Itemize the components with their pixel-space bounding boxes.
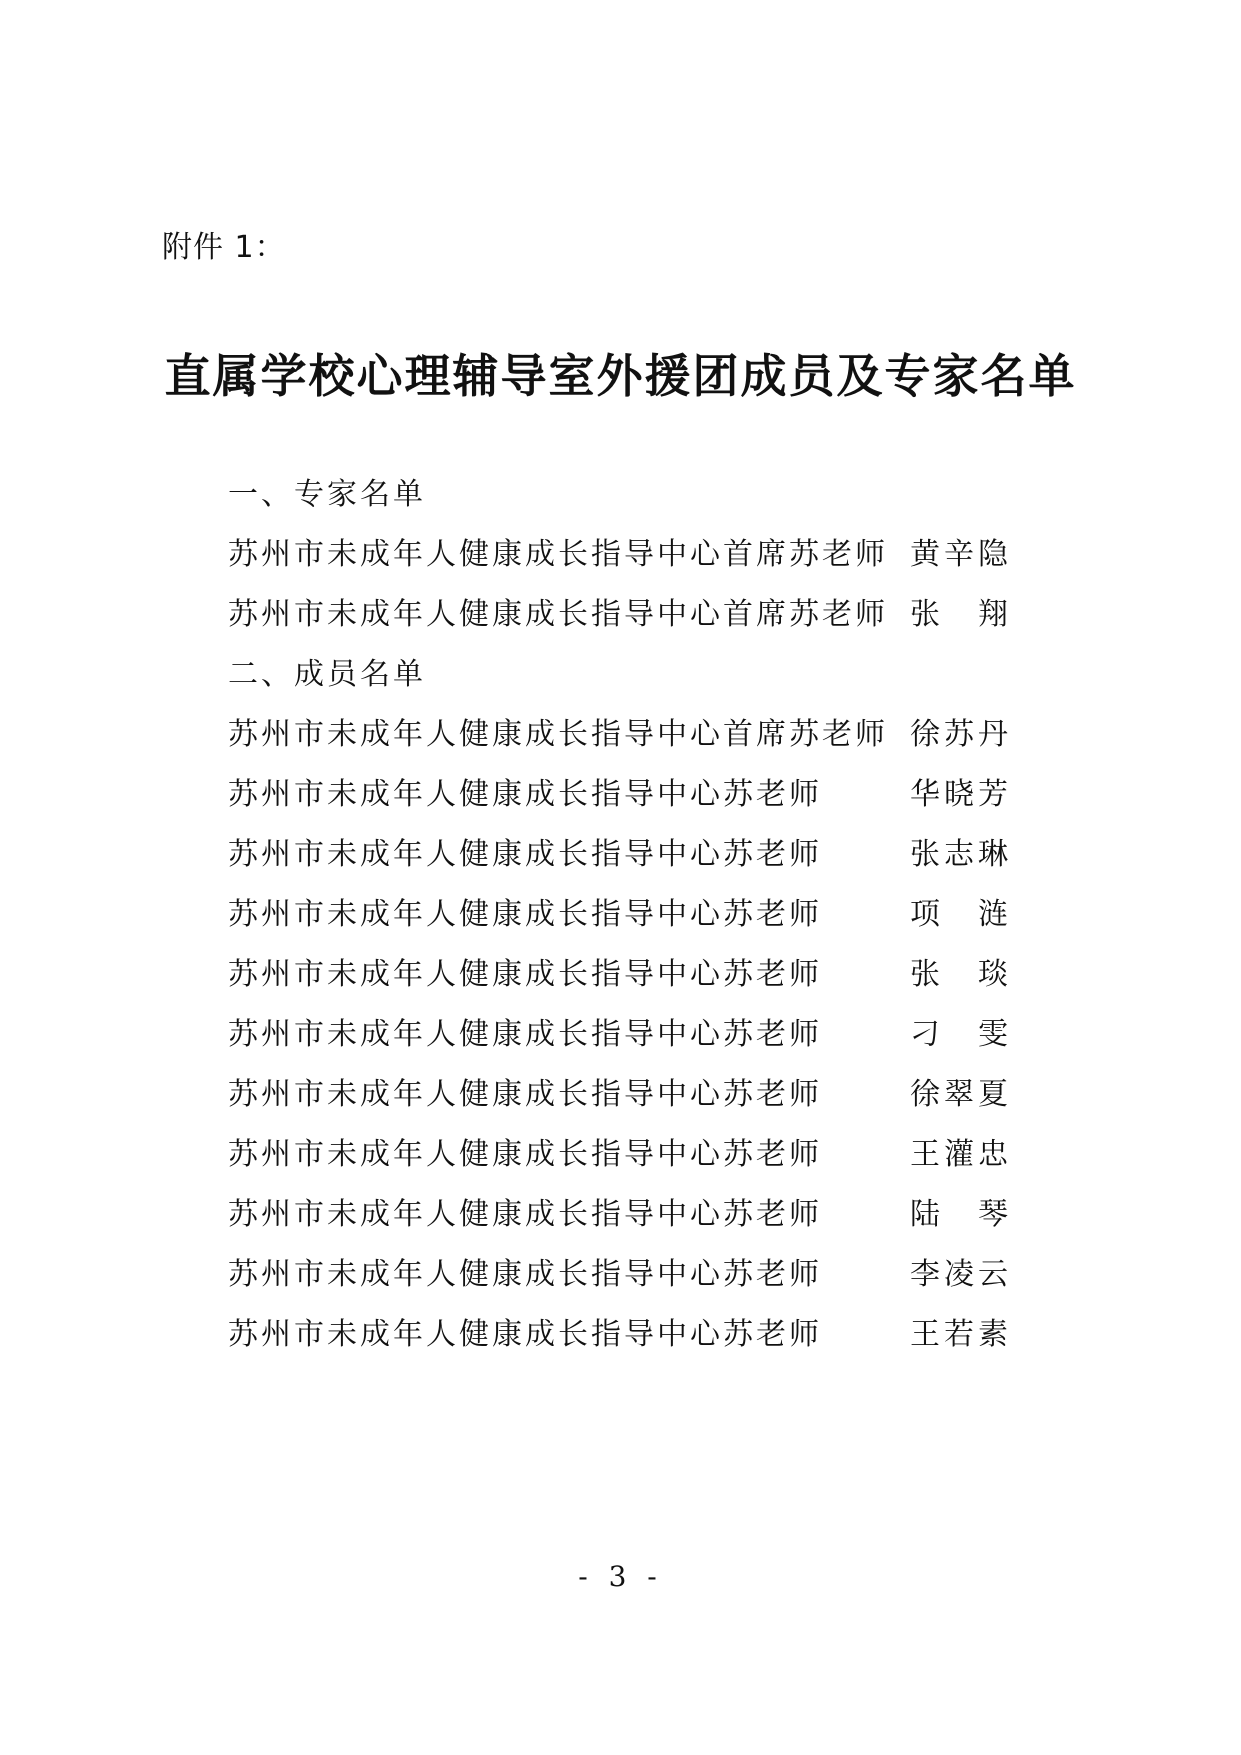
person-name: 张 琰 [910,957,1008,992]
list-item [228,945,1008,1005]
list-item [228,1125,1008,1185]
organization-title: 苏州市未成年人健康成长指导中心苏老师 [228,1137,822,1172]
organization-title: 苏州市未成年人健康成长指导中心苏老师 [228,1257,822,1292]
person-name: 刁 雯 [910,1017,1008,1052]
person-name: 李凌云 [910,1257,1008,1292]
organization-title: 苏州市未成年人健康成长指导中心苏老师 [228,1197,822,1232]
organization-title: 苏州市未成年人健康成长指导中心苏老师 [228,1077,822,1112]
page-title: 直属学校心理辅导室外援团成员及专家名单 [164,349,1077,403]
member-list-heading: 二、成员名单 [228,657,426,692]
expert-list-heading: 一、专家名单 [228,477,426,512]
person-name: 项 涟 [910,897,1008,932]
organization-title: 苏州市未成年人健康成长指导中心苏老师 [228,897,822,932]
list-item [228,765,1008,825]
person-name: 黄辛隐 [910,537,1008,572]
page-number: - 3 - [578,1560,663,1593]
list-item [228,705,1008,765]
list-item [228,525,1008,585]
organization-title: 苏州市未成年人健康成长指导中心苏老师 [228,1017,822,1052]
organization-title: 苏州市未成年人健康成长指导中心首席苏老师 [228,597,888,632]
person-name: 徐翠夏 [910,1077,1008,1112]
organization-title: 苏州市未成年人健康成长指导中心苏老师 [228,1317,822,1352]
organization-title: 苏州市未成年人健康成长指导中心首席苏老师 [228,537,888,572]
member-list-section [228,645,1008,1365]
person-name: 陆 琴 [910,1197,1008,1232]
list-item [228,825,1008,885]
list-item [228,585,1008,645]
person-name: 华晓芳 [910,777,1008,812]
list-item [228,1245,1008,1305]
person-name: 张 翔 [910,597,1008,632]
person-name: 张志琳 [910,837,1008,872]
list-item [228,1305,1008,1365]
person-name: 王灌忠 [910,1137,1008,1172]
list-item [228,1005,1008,1065]
organization-title: 苏州市未成年人健康成长指导中心苏老师 [228,837,822,872]
list-item [228,1185,1008,1245]
attachment-label: 附件 1： [162,230,286,265]
person-name: 王若素 [910,1317,1008,1352]
list-item [228,1065,1008,1125]
expert-list-section [228,465,1008,645]
organization-title: 苏州市未成年人健康成长指导中心苏老师 [228,957,822,992]
list-item [228,885,1008,945]
person-name: 徐苏丹 [910,717,1008,752]
organization-title: 苏州市未成年人健康成长指导中心首席苏老师 [228,717,888,752]
organization-title: 苏州市未成年人健康成长指导中心苏老师 [228,777,822,812]
